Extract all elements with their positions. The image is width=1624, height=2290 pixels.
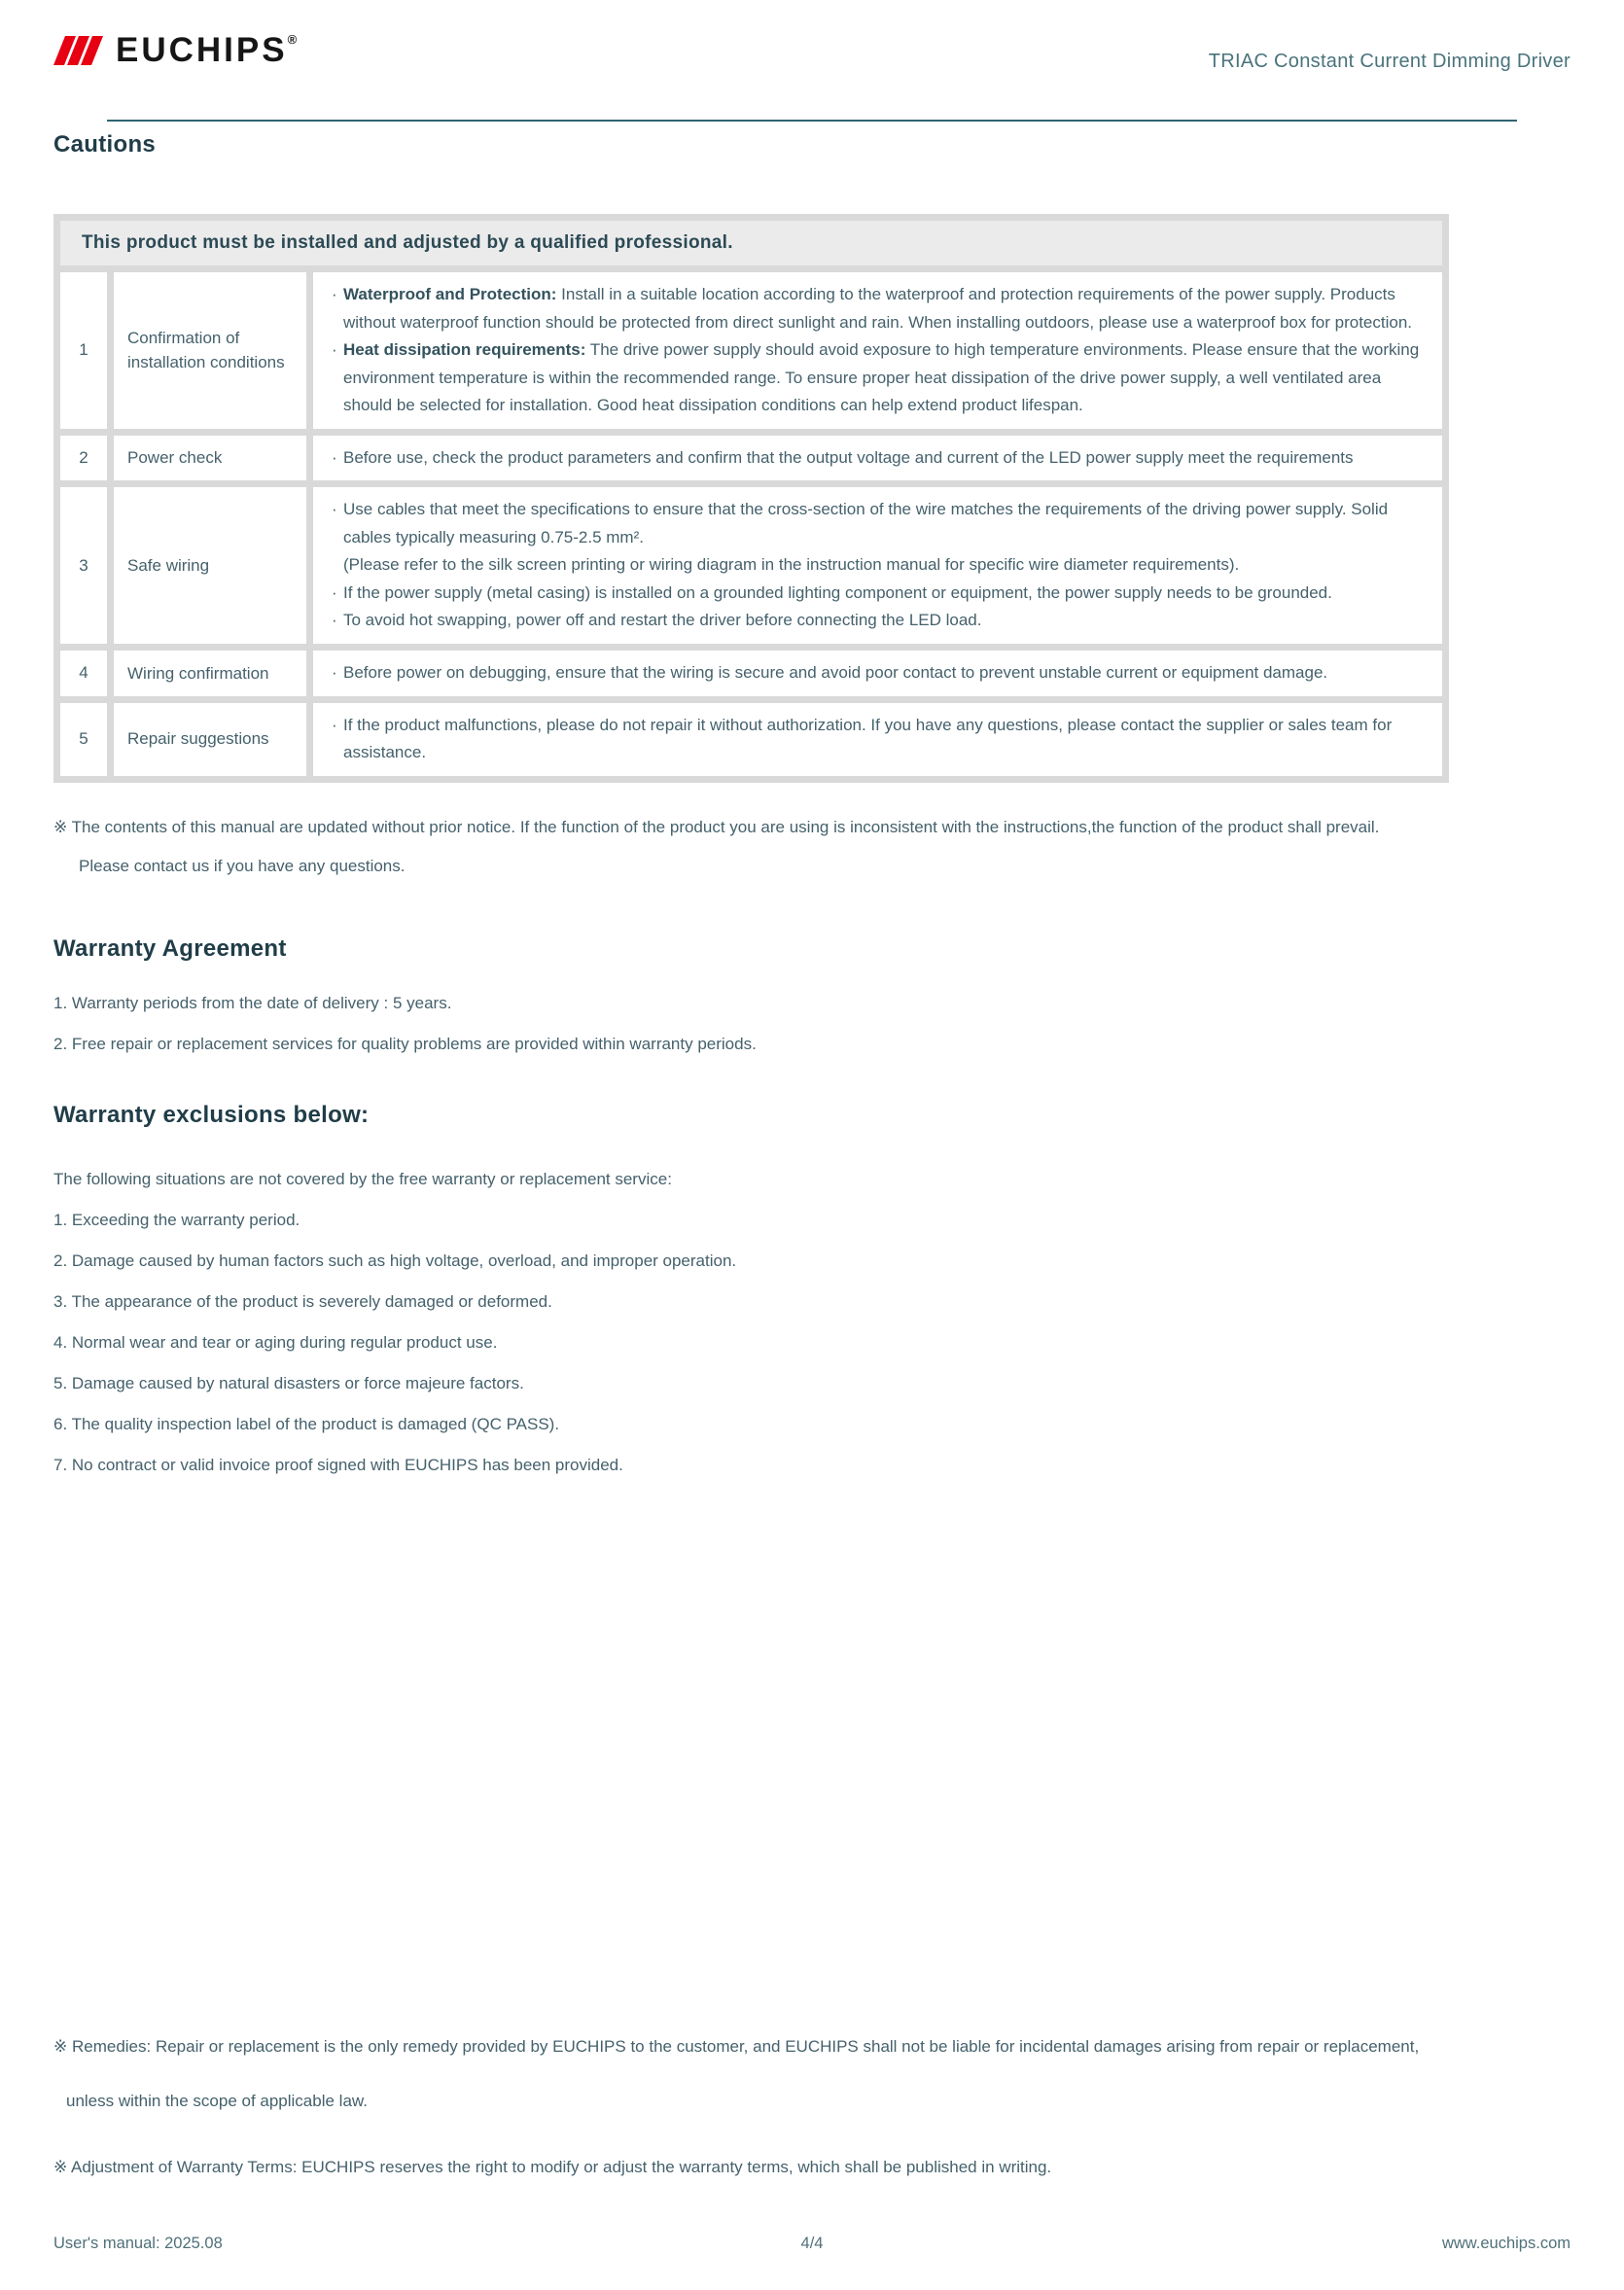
euchips-logo-icon — [53, 34, 104, 67]
exclusion-item: 6. The quality inspection label of the product is damaged (QC PASS). — [53, 1415, 560, 1433]
bullet-item: · If the product malfunctions, please do not repair it without authorization. If you have any questions, please contact the supplier or sales team for assistance. — [331, 712, 1425, 767]
continuation-item: (Please refer to the silk screen printing or wiring diagram in the instruction manual for specific wire diameter requirements). — [343, 555, 1240, 575]
bullet-lead: Waterproof and Protection: — [343, 285, 557, 303]
footer-manual-version: User's manual: 2025.08 — [53, 2235, 223, 2252]
logo-text: EUCHIPS — [116, 31, 288, 69]
exclusion-item: 1. Exceeding the warranty period. — [53, 1211, 300, 1229]
document-title: TRIAC Constant Current Dimming Driver — [1208, 51, 1571, 72]
row-content — [313, 651, 1442, 696]
bullet-item — [331, 281, 1425, 336]
cautions-table — [53, 214, 1449, 783]
row-label: Safe wiring — [114, 487, 306, 644]
exclusion-item: 4. Normal wear and tear or aging during regular product use. — [53, 1333, 498, 1352]
row-label: Wiring confirmation — [114, 651, 306, 696]
row-number: 4 — [60, 651, 107, 696]
row-content — [313, 487, 1442, 644]
bullet-item: · Before use, check the product parameters and confirm that the output voltage and current of the LED power supply meet the requirements — [331, 444, 1425, 473]
table-row — [60, 703, 1442, 776]
legal-footnotes — [53, 2037, 1541, 2177]
contact-note: Please contact us if you have any questions. — [79, 857, 406, 875]
row-number: 5 — [60, 703, 107, 776]
bullet-item: · Before power on debugging, ensure that the wiring is secure and avoid poor contact to prevent unstable current or equipment damage. — [331, 659, 1425, 687]
remedies-note-line2: unless within the scope of applicable law. — [66, 2092, 368, 2110]
euchips-logo — [53, 33, 297, 67]
cautions-heading: Cautions — [53, 131, 157, 158]
page-header — [53, 25, 1571, 95]
exclusion-item: 2. Damage caused by human factors such as high voltage, overload, and improper operation. — [53, 1251, 737, 1270]
bullet-text: The drive power supply should avoid exposure to high temperature environments. Please ensure that the working environment temperature is within the recommended range. To ensure proper heat dissipation of the drive power supply, a well ventilated area should be selected for installation. Good heat dissipation conditions can help extend product lifespan. — [343, 340, 1420, 415]
warranty-heading: Warranty Agreement — [53, 935, 287, 962]
table-row — [60, 436, 1442, 481]
header-divider — [107, 120, 1517, 122]
row-label: Confirmation of installation conditions — [114, 272, 306, 429]
registered-mark: ® — [287, 32, 298, 47]
cautions-table-wrap — [53, 214, 1449, 783]
bullet-item: · Use cables that meet the specifications to ensure that the cross-section of the wire matches the requirements of the driving power supply. Solid cables typically measuring 0.75-2.5 mm². — [331, 496, 1425, 551]
bullet-lead: Heat dissipation requirements: — [343, 340, 586, 360]
manual-update-note: ※ The contents of this manual are updated without prior notice. If the function of the product you are using is inconsistent with the instructions,the function of the product shall prevail. — [53, 818, 1380, 836]
row-content — [313, 703, 1442, 776]
footer-page-number: 4/4 — [800, 2235, 824, 2252]
row-label: Power check — [114, 436, 306, 481]
footer-website: www.euchips.com — [1441, 2235, 1571, 2252]
row-number: 1 — [60, 272, 107, 429]
table-row — [60, 272, 1442, 429]
bullet-item — [331, 336, 1425, 420]
exclusion-item: 3. The appearance of the product is severely damaged or deformed. — [53, 1292, 552, 1311]
warranty-item: 1. Warranty periods from the date of delivery : 5 years. — [53, 994, 452, 1012]
bullet-item: · If the power supply (metal casing) is installed on a grounded lighting component or equipment, the power supply needs to be grounded. — [331, 580, 1425, 608]
row-number: 2 — [60, 436, 107, 481]
row-number: 3 — [60, 487, 107, 644]
exclusions-heading: Warranty exclusions below: — [53, 1102, 370, 1128]
row-label: Repair suggestions — [114, 703, 306, 776]
exclusions-intro: The following situations are not covered by the free warranty or replacement service: — [53, 1170, 672, 1188]
bullet-text: Install in a suitable location according to the waterproof and protection requirements of the power supply. Products without waterproof function should be protected from direct sunlight and rain. When installing outdoors, please use a waterproof box for protection. — [343, 285, 1413, 332]
exclusion-item: 5. Damage caused by natural disasters or force majeure factors. — [53, 1374, 524, 1392]
remedies-note-line1: ※ Remedies: Repair or replacement is the only remedy provided by EUCHIPS to the customer, and EUCHIPS shall not be liable for incidental damages arising from repair or replacement, — [53, 2037, 1420, 2056]
table-row — [60, 487, 1442, 644]
warranty-item: 2. Free repair or replacement services for quality problems are provided within warranty periods. — [53, 1035, 757, 1053]
euchips-wordmark — [116, 33, 297, 67]
warranty-adjustment-note: ※ Adjustment of Warranty Terms: EUCHIPS reserves the right to modify or adjust the warranty terms, which shall be published in writing. — [53, 2158, 1052, 2176]
row-content — [313, 436, 1442, 481]
table-header-row — [60, 221, 1442, 265]
table-title: This product must be installed and adjusted by a qualified professional. — [60, 221, 1442, 265]
exclusion-item: 7. No contract or valid invoice proof signed with EUCHIPS has been provided. — [53, 1456, 623, 1474]
table-row — [60, 651, 1442, 696]
row-content — [313, 272, 1442, 429]
bullet-item: · To avoid hot swapping, power off and restart the driver before connecting the LED load. — [331, 607, 1425, 635]
